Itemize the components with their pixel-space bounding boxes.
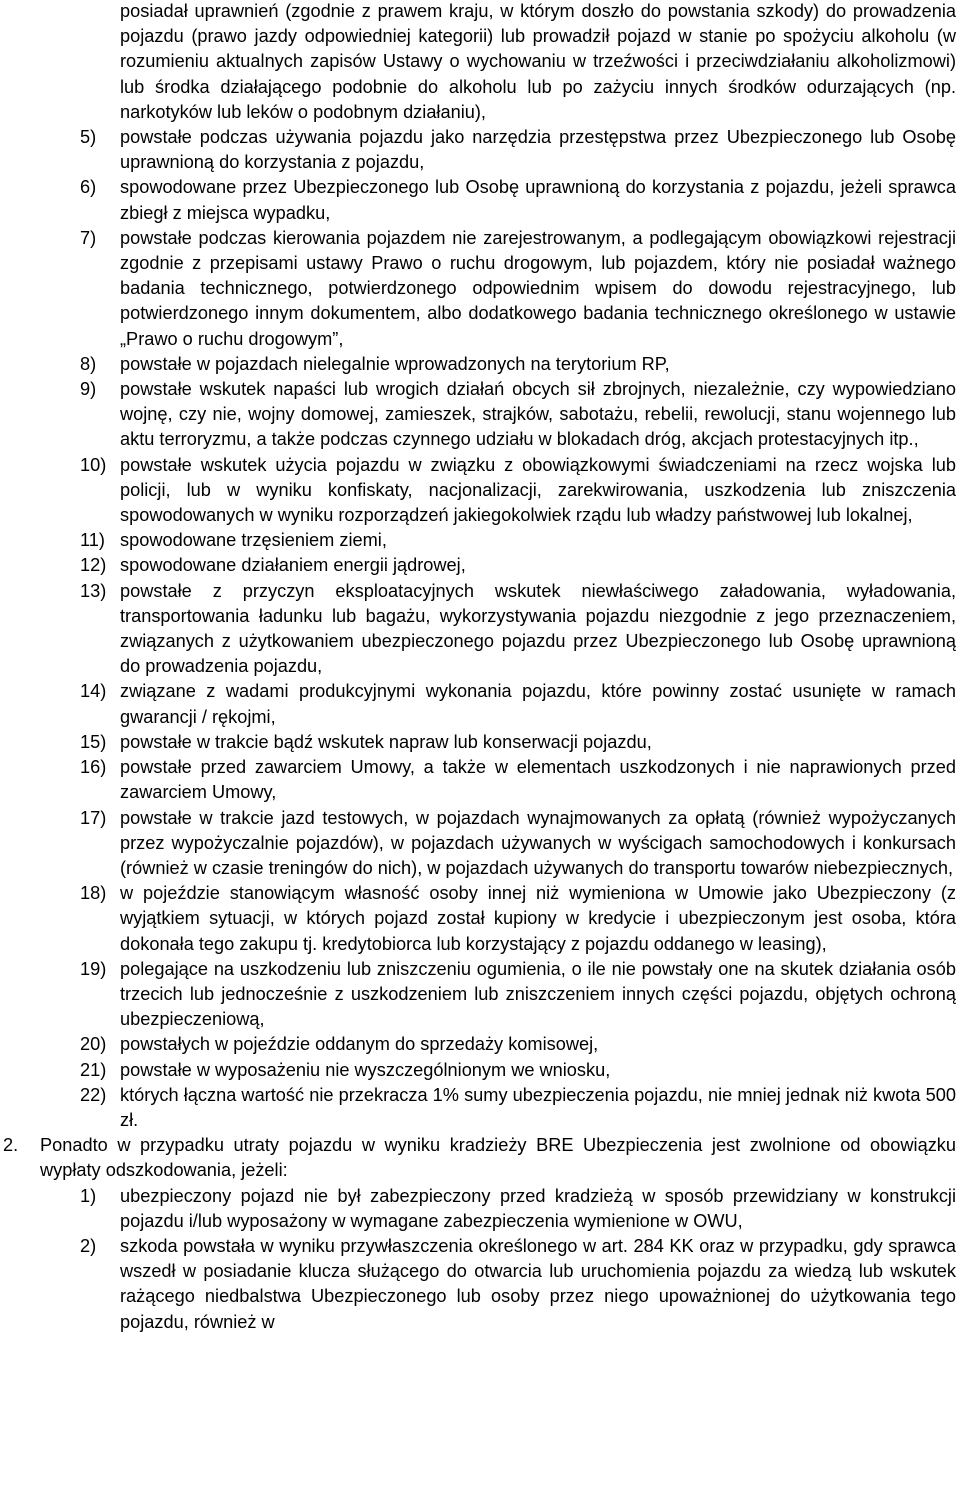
list-item-number: 14) [80,681,107,702]
list-item-text: powstałe podczas używania pojazdu jako narzędzia przestępstwa przez Ubezpieczonego lub Osobę uprawnioną do korzystania z pojazdu, [120,127,956,173]
list-item-number: 10) [80,454,107,475]
list-item-number: 16) [80,757,107,778]
list-item-number: 15) [80,731,107,752]
list-item-text: w pojeździe stanowiącym własność osoby innej niż wymieniona w Umowie jako Ubezpieczony (z wyjątkiem sytuacji, w których pojazd został kupiony w kredycie i ubezpieczonym jest osoba, która dokonała tego zakupu tj. kredytobiorca lub korzystający z pojazdu oddanego w leasing), [120,883,956,954]
list-item-21 [0,1058,956,1083]
section-2-item-1 [0,1184,956,1234]
list-item-number: 7) [80,227,97,248]
list-item-6 [0,175,956,225]
list-item-22 [0,1083,956,1133]
list-item-17 [0,806,956,882]
list-item-number: 11) [80,530,105,551]
list-item-15 [0,730,956,755]
section-2 [0,1133,956,1183]
list-item-number: 1) [80,1185,97,1206]
list-item-text: spowodowane przez Ubezpieczonego lub Osobę uprawnioną do korzystania z pojazdu, jeżeli sprawca zbiegł z miejsca wypadku, [120,177,956,223]
list-item-8 [0,352,956,377]
list-item-text: powstałe podczas kierowania pojazdem nie zarejestrowanym, a podlegającym obowiązkowi rejestracji zgodnie z przepisami ustawy Prawo o ruchu drogowym, lub pojazdem, który nie posiadał ważnego badania technicznego, potwierdzonego odpowiednim wpisem do dowodu rejestracyjnego, lub potwierdzonego innym dokumentem, albo dodatkowego badania technicznego określonego w ustawie „Prawo o ruchu drogowym”, [120,227,956,349]
list-item-5 [0,125,956,175]
list-item-number: 21) [80,1059,107,1080]
list-item-number: 13) [80,580,107,601]
section-number: 2. [3,1135,19,1156]
list-item-text: powstałe w trakcie jazd testowych, w pojazdach wynajmowanych za opłatą (również wypożyczanych przez wypożyczalnie pojazdów), w pojazdach używanych w wyścigach samochodowych i konkursach (również w czasie treningów do nich), w pojazdach używanych do transportu towarów niebezpiecznych, [120,807,956,878]
list-item-text: powstałych w pojeździe oddanym do sprzedaży komisowej, [120,1034,599,1055]
list-item-text: powstałe przed zawarciem Umowy, a także w elementach uszkodzonych i nie naprawionych przed zawarciem Umowy, [120,757,956,803]
list-item-18 [0,881,956,957]
list-item-text: powstałe w wyposażeniu nie wyszczególnionym we wniosku, [120,1059,611,1080]
list-item-text: których łączna wartość nie przekracza 1% sumy ubezpieczenia pojazdu, nie mniej jednak niż kwota 500 zł. [120,1084,956,1130]
list-item-text: powstałe w pojazdach nielegalnie wprowadzonych na terytorium RP, [120,353,670,374]
list-item-11 [0,528,956,553]
list-item-text: spowodowane trzęsieniem ziemi, [120,530,387,551]
list-item-number: 2) [80,1235,97,1256]
list-item-number: 20) [80,1034,107,1055]
list-item-14 [0,679,956,729]
list-item-number: 8) [80,353,97,374]
list-item-20 [0,1032,956,1057]
list-item-number: 12) [80,555,107,576]
list-item-text: powstałe z przyczyn eksploatacyjnych wskutek niewłaściwego załadowania, wyładowania, transportowania ładunku lub bagażu, wykorzystywania pojazdu niezgodnie z jego przeznaczeniem, związanych z użytkowaniem ubezpieczonego pojazdu przez Ubezpieczonego lub Osobę uprawnioną do prowadzenia pojazdu, [120,580,956,677]
continuation-paragraph [120,0,956,125]
list-item-number: 5) [80,127,97,148]
list-item-number: 19) [80,958,107,979]
list-item-text: szkoda powstała w wyniku przywłaszczenia określonego w art. 284 KK oraz w przypadku, gdy sprawca wszedł w posiadanie klucza służącego do otwarcia lub uruchomienia pojazdu za wiedzą lub wskutek rażącego niedbalstwa Ubezpieczonego lub osoby przez niego upoważnionej do użytkowania tego pojazdu, również w [120,1235,956,1332]
list-item-16 [0,755,956,805]
list-item-text: powstałe w trakcie bądź wskutek napraw lub konserwacji pojazdu, [120,731,652,752]
section-intro-text: Ponadto w przypadku utraty pojazdu w wyniku kradzieży BRE Ubezpieczenia jest zwolnione od obowiązku wypłaty odszkodowania, jeżeli: [40,1135,956,1181]
list-item-number: 17) [80,807,107,828]
list-item-number: 9) [80,379,97,400]
list-item-number: 22) [80,1084,107,1105]
section-2-item-2 [0,1234,956,1335]
list-item-text: powstałe wskutek użycia pojazdu w związku z obowiązkowymi świadczeniami na rzecz wojska lub policji, lub w wyniku konfiskaty, nacjonalizacji, zarekwirowania, uszkodzenia lub zniszczenia spowodowanych w wyniku rozporządzeń jakiegokolwiek rządu lub władzy państwowej lub lokalnej, [120,454,956,526]
list-item-text: polegające na uszkodzeniu lub zniszczeniu ogumienia, o ile nie powstały one na skutek działania osób trzecich lub jednocześnie z uszkodzeniem lub zniszczeniem innych części pojazdu, objętych ochroną ubezpieczeniową, [120,958,956,1030]
continuation-text: posiadał uprawnień (zgodnie z prawem kraju, w którym doszło do powstania szkody) do prowadzenia pojazdu (prawo jazdy odpowiedniej kategorii) lub prowadził pojazd w stanie po spożyciu alkoholu (w rozumieniu aktualnych zapisów Ustawy o wychowaniu w trzeźwości i przeciwdziałaniu alkoholizmowi) lub środka działającego podobnie do alkoholu lub po zażyciu innych środków odurzających (np. narkotyków lub leków o podobnym działaniu), [120,1,956,122]
list-item-number: 6) [80,177,97,198]
list-item-text: spowodowane działaniem energii jądrowej, [120,555,466,576]
list-item-13 [0,579,956,680]
list-item-7 [0,226,956,352]
list-item-number: 18) [80,883,107,904]
list-item-text: ubezpieczony pojazd nie był zabezpieczony przed kradzieżą w sposób przewidziany w konstrukcji pojazdu i/lub wyposażony w wymagane zabezpieczenia wymienione w OWU, [120,1185,956,1231]
list-item-10 [0,453,956,529]
list-item-9 [0,377,956,453]
list-item-text: powstałe wskutek napaści lub wrogich działań obcych sił zbrojnych, niezależnie, czy wypowiedziano wojnę, czy nie, wojny domowej, zamieszek, strajków, sabotażu, rebelii, rewolucji, stanu wojennego lub aktu terroryzmu, a także podczas czynnego udziału w blokadach dróg, akcjach protestacyjnych itp., [120,379,956,450]
list-item-12 [0,553,956,578]
list-item-text: związane z wadami produkcyjnymi wykonania pojazdu, które powinny zostać usunięte w ramach gwarancji / rękojmi, [120,681,956,727]
list-item-19 [0,957,956,1033]
